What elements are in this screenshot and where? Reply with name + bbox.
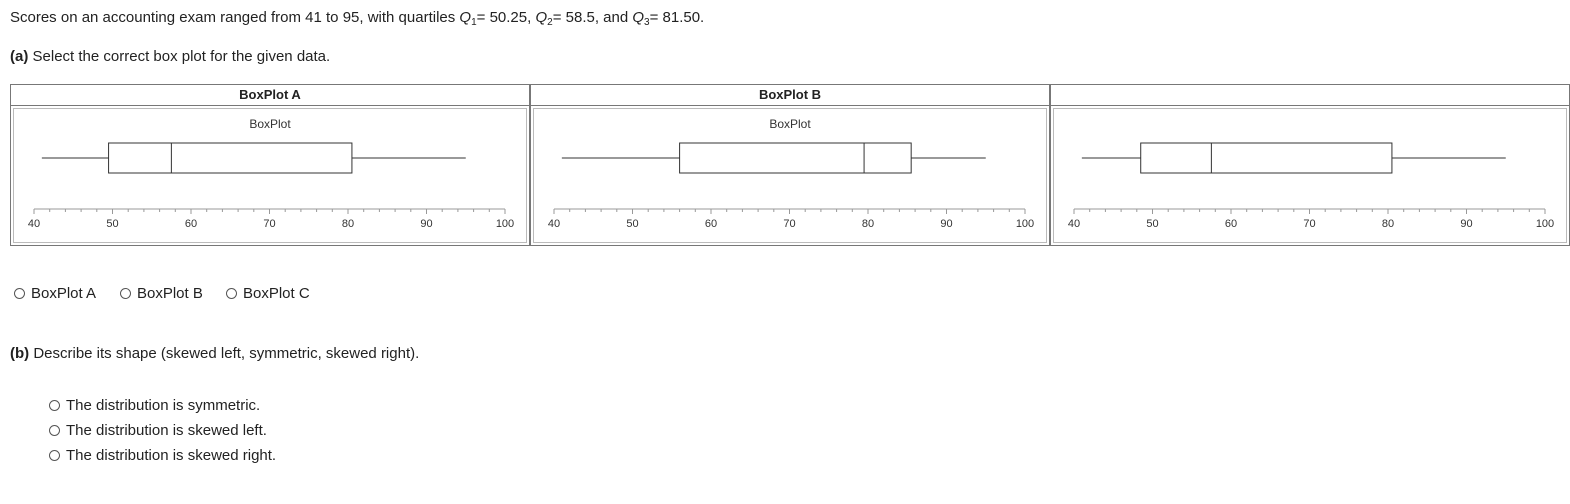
q2-sub: 2 bbox=[547, 17, 553, 28]
option-boxplot-c[interactable] bbox=[226, 285, 310, 302]
tick-label: 70 bbox=[263, 218, 276, 230]
tick-label: 70 bbox=[1303, 218, 1316, 230]
tick-label: 70 bbox=[783, 218, 796, 230]
q1-var: Q bbox=[459, 9, 472, 26]
option-symmetric-label: The distribution is symmetric. bbox=[66, 397, 261, 414]
tick-label: 40 bbox=[27, 218, 41, 230]
radio-icon[interactable] bbox=[49, 400, 60, 411]
tick-label: 100 bbox=[1535, 218, 1555, 230]
tick-label: 60 bbox=[704, 218, 718, 230]
problem-statement bbox=[10, 9, 704, 28]
box bbox=[109, 143, 352, 173]
part-b-text: Describe its shape (skewed left, symmetric, skewed right). bbox=[29, 345, 420, 362]
part-a-heading bbox=[10, 48, 330, 65]
boxplot-a-subtitle: BoxPlot bbox=[249, 117, 291, 131]
part-b-heading bbox=[10, 345, 419, 362]
tick-label: 50 bbox=[106, 218, 119, 230]
boxplot-a-area bbox=[13, 108, 527, 243]
part-b-label: (b) bbox=[10, 345, 30, 362]
radio-icon[interactable] bbox=[14, 288, 25, 299]
boxplot-c-area bbox=[1053, 108, 1567, 243]
option-skewed-right[interactable] bbox=[49, 447, 276, 464]
radio-icon[interactable] bbox=[49, 450, 60, 461]
boxplot-b-area bbox=[533, 108, 1047, 243]
q2-text: = 58.5, and bbox=[552, 9, 633, 26]
q1-text: = 50.25, bbox=[476, 9, 536, 26]
option-boxplot-c-label: BoxPlot C bbox=[243, 285, 310, 302]
boxplot-b-title: BoxPlot B bbox=[531, 85, 1049, 106]
boxplot-panel-c bbox=[1050, 84, 1570, 246]
box bbox=[680, 143, 912, 173]
q1-sub: 1 bbox=[471, 17, 477, 28]
q3-text: = 81.50. bbox=[649, 9, 705, 26]
option-boxplot-b-label: BoxPlot B bbox=[137, 285, 203, 302]
part-a-label: (a) bbox=[10, 48, 29, 65]
option-symmetric[interactable] bbox=[49, 397, 260, 414]
radio-icon[interactable] bbox=[226, 288, 237, 299]
tick-label: 80 bbox=[1381, 218, 1395, 230]
boxplot-c-title bbox=[1051, 85, 1569, 106]
radio-icon[interactable] bbox=[49, 425, 60, 436]
option-skewed-left[interactable] bbox=[49, 422, 267, 439]
q3-var: Q bbox=[632, 9, 645, 26]
tick-label: 60 bbox=[1224, 218, 1238, 230]
q3-sub: 3 bbox=[644, 17, 650, 28]
tick-label: 80 bbox=[861, 218, 875, 230]
tick-label: 100 bbox=[495, 218, 515, 230]
option-boxplot-b[interactable] bbox=[120, 285, 203, 302]
box bbox=[1141, 143, 1392, 173]
boxplot-panel-b bbox=[530, 84, 1050, 246]
tick-label: 100 bbox=[1015, 218, 1035, 230]
tick-label: 50 bbox=[626, 218, 639, 230]
intro-prefix: Scores on an accounting exam ranged from 41 to 95, with quartiles bbox=[10, 9, 460, 26]
boxplot-b-subtitle: BoxPlot bbox=[769, 117, 811, 131]
option-skewed-left-label: The distribution is skewed left. bbox=[66, 422, 267, 439]
part-a-text: Select the correct box plot for the given data. bbox=[28, 48, 331, 65]
tick-label: 40 bbox=[547, 218, 561, 230]
tick-label: 90 bbox=[420, 218, 433, 230]
boxplot-c-chart bbox=[1054, 109, 1568, 244]
q2-var: Q bbox=[535, 9, 548, 26]
boxplot-strip bbox=[10, 84, 1555, 248]
tick-label: 50 bbox=[1146, 218, 1159, 230]
tick-label: 90 bbox=[1460, 218, 1473, 230]
option-boxplot-a[interactable] bbox=[14, 285, 96, 302]
boxplot-a-title: BoxPlot A bbox=[11, 85, 529, 106]
option-boxplot-a-label: BoxPlot A bbox=[31, 285, 97, 302]
tick-label: 80 bbox=[341, 218, 355, 230]
boxplot-a-chart bbox=[14, 109, 528, 244]
tick-label: 60 bbox=[184, 218, 198, 230]
option-skewed-right-label: The distribution is skewed right. bbox=[66, 447, 277, 464]
radio-icon[interactable] bbox=[120, 288, 131, 299]
boxplot-panel-a bbox=[10, 84, 530, 246]
tick-label: 90 bbox=[940, 218, 953, 230]
tick-label: 40 bbox=[1067, 218, 1081, 230]
boxplot-b-chart bbox=[534, 109, 1048, 244]
